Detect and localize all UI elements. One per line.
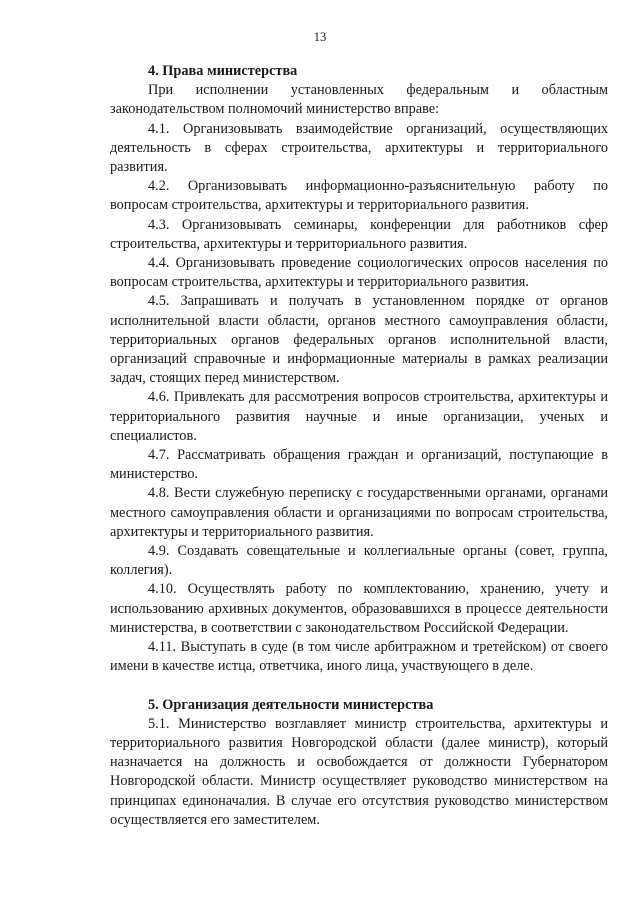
clause-4-6: 4.6. Привлекать для рассмотрения вопросов строительства, архитектуры и территориального развития научные и иные организации, ученых и специалистов.: [110, 389, 608, 444]
clause-5-1: 5.1. Министерство возглавляет министр строительства, архитектуры и территориального развития Новгородской области (далее министр), который назначается на должность и освобождается от должности Губернатором Новгородской области. Министр осуществляет руководство министерством на принципах единоначалия. В случае его отсутствия руководство министерством осуществляется его заместителем.: [110, 715, 608, 828]
clause-4-5: 4.5. Запрашивать и получать в установленном порядке от органов исполнительной власти области, органов местного самоуправления области, территориальных органов федеральных органов исполнительной власти, организаций справочные и информационные материалы в рамках реализации задач, стоящих перед министерством.: [110, 293, 608, 387]
page-number: 13: [313, 30, 327, 44]
clause-4-2: 4.2. Организовывать информационно-разъяснительную работу по вопросам строительства, архитектуры и территориального развития.: [110, 178, 608, 214]
section-4-heading: 4. Права министерства: [148, 63, 298, 79]
document-body: [110, 62, 608, 830]
clause-4-7: 4.7. Рассматривать обращения граждан и организаций, поступающие в министерство.: [110, 447, 608, 483]
section-4-intro: При исполнении установленных федеральным и областным законодательством полномочий министерство вправе:: [110, 82, 608, 118]
clause-4-1: 4.1. Организовывать взаимодействие организаций, осуществляющих деятельность в сферах строительства, архитектуры и территориального развития.: [110, 120, 608, 176]
clause-4-8: 4.8. Вести служебную переписку с государственными органами, органами местного самоуправления области и организациями по вопросам строительства, архитектуры и территориального развития.: [110, 485, 608, 540]
clause-4-11: 4.11. Выступать в суде (в том числе арбитражном и третейском) от своего имени в качестве истца, ответчика, иного лица, участвующего в деле.: [110, 639, 608, 675]
clause-4-10: 4.10. Осуществлять работу по комплектованию, хранению, учету и использованию архивных документов, образовавшихся в процессе деятельности министерства, в соответствии с законодательством Российской Федерации.: [110, 581, 608, 636]
section-5-heading: 5. Организация деятельности министерства: [148, 696, 434, 713]
clause-4-9: 4.9. Создавать совещательные и коллегиальные органы (совет, группа, коллегия).: [110, 543, 608, 579]
clause-4-4: 4.4. Организовывать проведение социологических опросов населения по вопросам строительства, архитектуры и территориального развития.: [110, 255, 608, 291]
clause-4-3: 4.3. Организовывать семинары, конференции для работников сфер строительства, архитектуры и территориального развития.: [110, 216, 608, 252]
